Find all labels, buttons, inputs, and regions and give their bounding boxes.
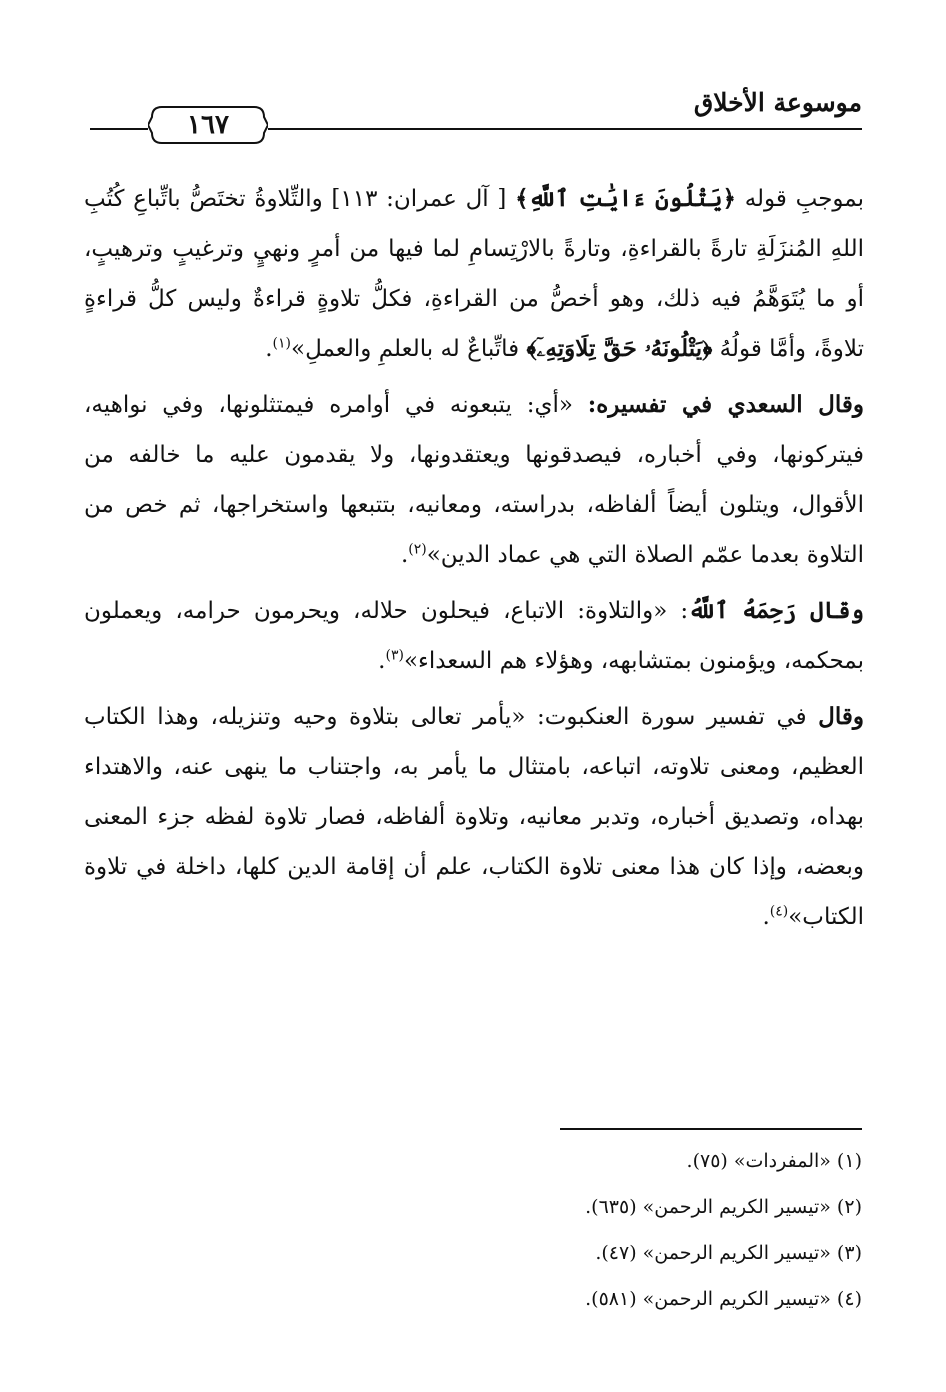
footnote-2: (٢) «تيسير الكريم الرحمن» (٦٣٥). — [585, 1196, 862, 1218]
text-run: بموجبِ قوله — [736, 186, 864, 212]
footnote-4: (٤) «تيسير الكريم الرحمن» (٥٨١). — [585, 1288, 862, 1310]
paragraph-2 — [84, 380, 864, 580]
paragraph-3 — [84, 586, 864, 686]
paragraph-4 — [84, 692, 864, 942]
paragraph-text: : «والتلاوة: الاتباع، فيحلون حلاله، ويحرمون حرامه، ويعملون بمحكمه، ويؤمنون بمتشابهه، وهؤلاء هم السعداء» — [84, 598, 864, 674]
text-run: فاتِّباعٌ له بالعلمِ والعملِ» — [291, 336, 527, 362]
book-title: موسوعة الأخلاق — [684, 88, 862, 117]
footnote-ref: (٢) — [408, 541, 427, 558]
footnotes — [162, 1138, 862, 1322]
paragraph-1 — [84, 174, 864, 374]
paragraph-text: في تفسير سورة العنكبوت: «يأمر تعالى بتلاوة وحيه وتنزيله، وهذا الكتاب العظيم، ومعنى تلاوته، اتباعه، بامتثال ما يأمر به، واجتناب ما ينهى عنه، والاهتداء بهداه، وتصديق أخباره، وتدبر معانيه، وتلاوة ألفاظه، فصار تلاوة لفظه جزء المعنى وبعضه، وإذا كان هذا معنى تلاوة الكتاب، علم أن إقامة الدين كلها، داخلة في تلاوة الكتاب» — [84, 704, 864, 930]
text-run: . — [400, 542, 409, 568]
page-header — [90, 88, 862, 148]
paragraph-lead: وقال السعدي في تفسيره: — [587, 391, 864, 418]
paragraph-lead: وقال رَحِمَهُ ٱللَّهُ — [688, 597, 864, 624]
quran-verse: ﴿يَتْلُونَهُۥ حَقَّ تِلَاوَتِهِۦٓ﴾ — [526, 335, 713, 362]
text-run: . — [762, 904, 770, 930]
text-run: . — [265, 336, 273, 362]
paragraph-lead: وقال — [818, 703, 864, 730]
text-run: . — [378, 648, 386, 674]
footnote-ref: (٤) — [769, 903, 789, 920]
main-text — [84, 174, 864, 948]
footnote-3: (٣) «تيسير الكريم الرحمن» (٤٧). — [595, 1242, 862, 1264]
text-run: [ آل عمران: ١١٣] والتِّلاوةُ تختَصُّ باتِّباعِ كُتُبِ اللهِ المُنزَلَةِ تارةً بالقراءةِ، وتارةً بالارْتِسامِ لما فيها من أمرٍ ونهيٍ وترغيبٍ وترهيبٍ، أو ما يُتَوَهَّمُ فيه ذلك، وهو أخصُّ من القراءةِ، فكلُّ تلاوةٍ قراءةٌ وليس كلُّ قراءةٍ تلاوةً، وأمَّا قولُهُ — [84, 186, 864, 362]
page-number: ١٦٧ — [187, 110, 229, 140]
footnote-ref: (١) — [272, 335, 291, 352]
footnote-1: (١) «المفردات» (٧٥). — [686, 1150, 862, 1172]
page-number-ornament — [148, 103, 268, 147]
paragraph-text: «أي: يتبعونه في أوامره فيمتثلونها، وفي نواهيه، فيتركونها، وفي أخباره، فيصدقونها ويعتقدونها، ولا يقدمون عليه ما خالفه من الأقوال، ويتلون أيضاً ألفاظه، بدراسته، ومعانيه، بتتبعها واستخراجها، ثم خص من التلاوة بعدما عمّم الصلاة التي هي عماد الدين» — [84, 392, 864, 568]
footnote-separator — [560, 1128, 862, 1130]
footnote-ref: (٣) — [385, 647, 404, 664]
quran-verse: ﴿يَتْلُونَ ءَايَٰتِ ٱللَّهِ﴾ — [515, 185, 736, 212]
